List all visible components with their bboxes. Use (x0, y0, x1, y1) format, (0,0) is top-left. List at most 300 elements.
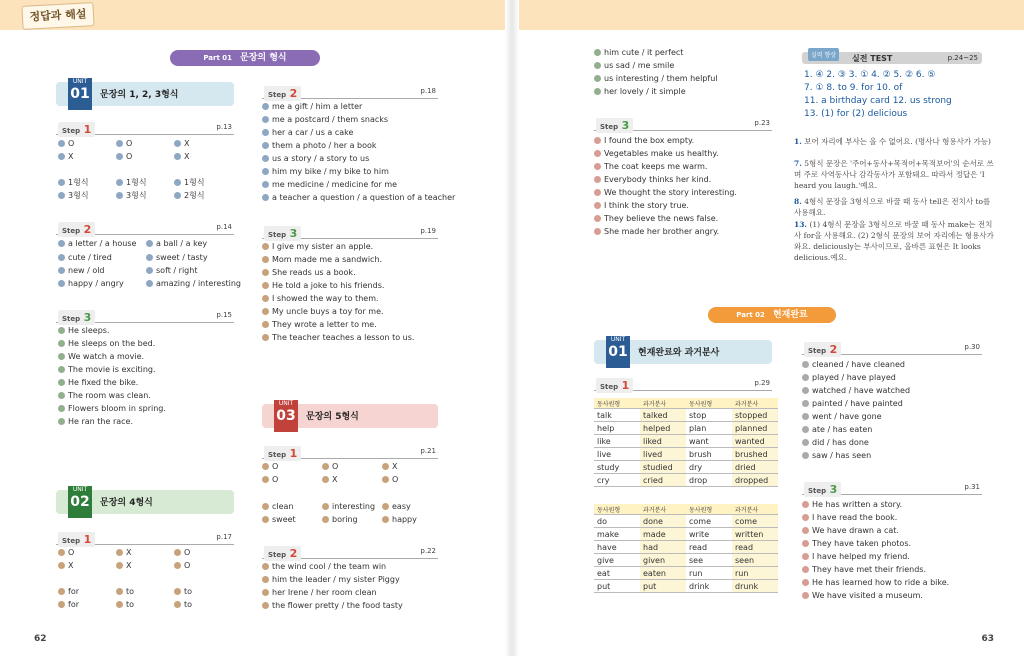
bullet-icon (262, 129, 269, 136)
answer-text: X (126, 548, 132, 557)
bullet-icon (262, 282, 269, 289)
test-answer-line: 7. ① 8. to 9. for 10. of (804, 83, 903, 93)
answer-item (116, 587, 134, 597)
bullet-icon (802, 514, 809, 521)
explanation-number: 8. (794, 197, 802, 206)
table-cell: have (594, 541, 640, 554)
answer-text: us sad / me smile (604, 61, 675, 70)
bullet-icon (594, 75, 601, 82)
answer-item (262, 180, 397, 190)
step-3-header (56, 310, 234, 323)
answer-item (262, 562, 386, 572)
answer-text: him cute / it perfect (604, 48, 684, 57)
answer-item (262, 462, 278, 472)
step-label: Step 1 (596, 378, 633, 393)
bullet-icon (802, 527, 809, 534)
table-cell: written (732, 528, 778, 541)
bullet-icon (322, 503, 329, 510)
answer-text: them a photo / her a book (272, 141, 377, 150)
answer-text: We have visited a museum. (812, 591, 923, 600)
unit-number: 03 (276, 408, 296, 424)
answer-text: We thought the story interesting. (604, 188, 737, 197)
bullet-icon (594, 202, 601, 209)
table-cell: eaten (640, 567, 686, 580)
answer-text: amazing / interesting (156, 279, 242, 288)
answer-text: X (392, 462, 398, 471)
table-cell: drink (686, 580, 732, 593)
explanation-text: 4형식 문장을 3형식으로 바꿀 때 동사 tell은 전치사 to를 사용해요. (794, 197, 991, 217)
table-row (594, 554, 778, 567)
answer-item (594, 149, 719, 159)
bullet-icon (322, 476, 329, 483)
answer-text: O (68, 139, 75, 148)
answer-text: My uncle buys a toy for me. (272, 307, 384, 316)
answer-text: He sleeps. (68, 326, 110, 335)
step-label: Step 3 (58, 310, 95, 325)
answer-text: He fixed the bike. (68, 378, 139, 387)
bullet-icon (262, 243, 269, 250)
table-cell: stopped (732, 409, 778, 422)
bullet-icon (58, 549, 65, 556)
answer-item (58, 266, 105, 276)
test-answer-line: 1. ④ 2. ③ 3. ① 4. ② 5. ② 6. ⑤ (804, 70, 936, 80)
step-page: p.18 (420, 87, 436, 95)
table-cell: stop (686, 409, 732, 422)
bullet-icon (594, 62, 601, 69)
bullet-icon (262, 308, 269, 315)
answer-text: They believe the news false. (604, 214, 719, 223)
answer-text: X (68, 561, 74, 570)
answer-item (58, 191, 89, 201)
bullet-icon (594, 88, 601, 95)
table-row (594, 422, 778, 435)
step-3-header (594, 118, 772, 131)
bullet-icon (594, 49, 601, 56)
bullet-icon (594, 189, 601, 196)
bullet-icon (116, 179, 123, 186)
table-cell: studied (640, 461, 686, 474)
table-cell: run (732, 567, 778, 580)
column-header: 과거분사 (732, 398, 778, 409)
bullet-icon (262, 602, 269, 609)
answer-text: saw / has seen (812, 451, 872, 460)
table-row (594, 409, 778, 422)
bullet-icon (262, 168, 269, 175)
answer-text: 2형식 (184, 191, 205, 200)
table-cell: given (640, 554, 686, 567)
unit-01-badge (606, 336, 630, 368)
bullet-icon (58, 254, 65, 261)
table-cell: dropped (732, 474, 778, 487)
answer-item (146, 253, 208, 263)
answer-text: O (184, 561, 191, 570)
bullet-icon (116, 588, 123, 595)
answer-item (116, 139, 132, 149)
answer-item (262, 115, 388, 125)
answer-item (116, 152, 132, 162)
bullet-icon (594, 215, 601, 222)
answer-text: sweet (272, 515, 296, 524)
table-cell: seen (732, 554, 778, 567)
answer-text: I think the story true. (604, 201, 689, 210)
test-answer-line: 13. (1) for (2) delicious (804, 109, 908, 119)
unit-label: UNIT (72, 78, 88, 85)
table-cell: talked (640, 409, 686, 422)
bullet-icon (58, 179, 65, 186)
unit-03-title: 문장의 5형식 (306, 412, 359, 422)
step-label: Step 2 (264, 86, 301, 101)
table-cell: study (594, 461, 640, 474)
answer-text: I give my sister an apple. (272, 242, 374, 251)
bullet-icon (262, 334, 269, 341)
step-2-header (56, 222, 234, 235)
answer-item (262, 307, 384, 317)
answer-item (58, 548, 74, 558)
answer-item (58, 378, 138, 388)
column-header: 동사원형 (686, 398, 732, 409)
step-page: p.29 (754, 379, 770, 387)
bullet-icon (58, 601, 65, 608)
answer-text: painted / have painted (812, 399, 903, 408)
answer-item (594, 61, 674, 71)
top-band (512, 0, 1024, 30)
table-cell: read (732, 541, 778, 554)
answer-item (802, 399, 903, 409)
answer-item (262, 128, 353, 138)
bullet-icon (116, 153, 123, 160)
table-cell: eat (594, 567, 640, 580)
answer-item (262, 502, 294, 512)
bullet-icon (116, 601, 123, 608)
answer-item (116, 600, 134, 610)
answer-item (262, 242, 373, 252)
step-label: Step 1 (58, 532, 95, 547)
answer-item (382, 475, 398, 485)
answer-item (146, 279, 241, 289)
answer-item (802, 360, 905, 370)
answer-text: me a postcard / them snacks (272, 115, 389, 124)
bullet-icon (146, 240, 153, 247)
answer-text: to (126, 600, 135, 609)
bullet-icon (58, 392, 65, 399)
step-label: Step 2 (264, 546, 301, 561)
step-label: Step 1 (264, 446, 301, 461)
bullet-icon (802, 501, 809, 508)
bullet-icon (58, 562, 65, 569)
bullet-icon (262, 503, 269, 510)
answer-item (58, 253, 112, 263)
answer-item (262, 320, 377, 330)
answer-item (594, 162, 707, 172)
bullet-icon (262, 563, 269, 570)
step-page: p.21 (420, 447, 436, 455)
answer-item (262, 475, 278, 485)
answer-text: boring (332, 515, 358, 524)
answer-text: a teacher a question / a question of a teacher (272, 193, 456, 202)
right-page (512, 0, 1024, 656)
answer-item (262, 102, 362, 112)
answer-text: I found the box empty. (604, 136, 695, 145)
answer-item (58, 178, 89, 188)
table-cell: come (732, 515, 778, 528)
bullet-icon (174, 549, 181, 556)
answer-text: We watch a movie. (68, 352, 145, 361)
answer-item (802, 539, 911, 549)
answer-item (262, 588, 377, 598)
answer-text: Flowers bloom in spring. (68, 404, 166, 413)
bullet-icon (174, 601, 181, 608)
step-page: p.13 (216, 123, 232, 131)
table-row (594, 567, 778, 580)
column-header: 동사원형 (686, 504, 732, 515)
answer-text: clean (272, 502, 294, 511)
unit-01-title: 문장의 1, 2, 3형식 (100, 90, 179, 100)
table-row (594, 515, 778, 528)
answer-text: him my bike / my bike to him (272, 167, 389, 176)
step-label: Step 3 (596, 118, 633, 133)
table-cell: like (594, 435, 640, 448)
bullet-icon (802, 361, 809, 368)
step-3b-header (262, 226, 438, 239)
answer-item (146, 239, 207, 249)
step-page: p.23 (754, 119, 770, 127)
unit-03-step-1-header (262, 446, 438, 459)
answer-text: a ball / a key (156, 239, 208, 248)
bullet-icon (58, 588, 65, 595)
bullet-icon (262, 194, 269, 201)
step-1-header (56, 122, 234, 135)
part-label: Part 02 (736, 311, 765, 319)
answer-text: O (184, 548, 191, 557)
bullet-icon (58, 353, 65, 360)
bullet-icon (802, 452, 809, 459)
unit-02-step-1-header (56, 532, 234, 545)
step-label: Step 3 (264, 226, 301, 241)
answer-item (322, 475, 337, 485)
bullet-icon (58, 240, 65, 247)
answer-text: to (126, 587, 135, 596)
answer-item (382, 502, 411, 512)
bullet-icon (58, 405, 65, 412)
test-page: p.24~25 (947, 54, 978, 62)
table-cell: come (686, 515, 732, 528)
answer-text: Everybody thinks her kind. (604, 175, 712, 184)
unit-02-badge (68, 486, 92, 518)
answer-text: X (126, 561, 132, 570)
table-cell: talk (594, 409, 640, 422)
answer-text: easy (392, 502, 411, 511)
answer-item (262, 281, 384, 291)
bullet-icon (174, 588, 181, 595)
answer-item (174, 178, 205, 188)
answer-item (58, 600, 79, 610)
answer-text: He has learned how to ride a bike. (812, 578, 950, 587)
answer-item (174, 561, 190, 571)
unit-01-header (56, 78, 234, 106)
answer-item (594, 74, 718, 84)
book-spine (505, 0, 519, 656)
column-header: 과거분사 (732, 504, 778, 515)
answer-text: O (392, 475, 399, 484)
answer-item (802, 425, 872, 435)
answer-text: O (126, 152, 133, 161)
bullet-icon (262, 476, 269, 483)
answer-item (594, 87, 686, 97)
table-cell: give (594, 554, 640, 567)
answer-item (382, 515, 417, 525)
answer-item (262, 601, 403, 611)
bullet-icon (262, 321, 269, 328)
answer-text: to (184, 600, 193, 609)
table-cell: live (594, 448, 640, 461)
bullet-icon (116, 192, 123, 199)
explanation-number: 13. (794, 220, 808, 229)
answer-item (262, 141, 377, 151)
bullet-icon (116, 562, 123, 569)
bullet-icon (116, 140, 123, 147)
bullet-icon (382, 516, 389, 523)
column-header: 과거분사 (640, 398, 686, 409)
answer-item (802, 513, 897, 523)
unit-02-title: 문장의 4형식 (100, 498, 153, 508)
unit-label: UNIT (72, 486, 88, 493)
answer-item (802, 565, 926, 575)
bullet-icon (382, 476, 389, 483)
answer-item (174, 587, 192, 597)
answer-item (382, 462, 397, 472)
answer-item (594, 201, 689, 211)
step-page: p.17 (216, 533, 232, 541)
bullet-icon (802, 426, 809, 433)
table-cell: cried (640, 474, 686, 487)
bullet-icon (174, 140, 181, 147)
bullet-icon (802, 413, 809, 420)
table-cell: wanted (732, 435, 778, 448)
unit-number: 02 (70, 494, 90, 510)
answer-text: O (126, 139, 133, 148)
bullet-icon (322, 516, 329, 523)
answer-text: She made her brother angry. (604, 227, 720, 236)
answer-item (262, 154, 369, 164)
explanation-number: 1. (794, 137, 802, 146)
answer-item (116, 178, 147, 188)
answer-text: played / have played (812, 373, 896, 382)
explanation-item (794, 136, 994, 147)
table-cell: had (640, 541, 686, 554)
table-cell: brushed (732, 448, 778, 461)
answer-item (174, 139, 189, 149)
answer-text: Mom made me a sandwich. (272, 255, 383, 264)
table-cell: run (686, 567, 732, 580)
answer-text: ate / has eaten (812, 425, 873, 434)
table-row (594, 528, 778, 541)
answer-text: new / old (68, 266, 105, 275)
answer-item (594, 227, 719, 237)
table-row (594, 541, 778, 554)
bullet-icon (262, 295, 269, 302)
answer-text: The movie is exciting. (68, 365, 156, 374)
explanation-text: (1) 4형식 문장을 3형식으로 바꿀 때 동사 make는 전치사 for을 사용해요. (2) 2형식 문장의 보어 자리에는 형용사가 와요. deliciously는 부사이므로, 올바른 표현은 It looks delicious.예요. (794, 220, 994, 262)
section-tab: 정답과 해설 (21, 2, 94, 30)
table-row (594, 461, 778, 474)
table-cell: drop (686, 474, 732, 487)
bullet-icon (262, 116, 269, 123)
part-title: 현재완료 (772, 310, 808, 320)
step-2b-header (262, 86, 438, 99)
step-page: p.30 (964, 343, 980, 351)
bullet-icon (262, 463, 269, 470)
unit-02-header (56, 486, 234, 514)
bullet-icon (262, 269, 269, 276)
answer-text: went / have gone (812, 412, 882, 421)
answer-text: O (332, 462, 339, 471)
test-header (802, 52, 982, 64)
answer-item (802, 412, 882, 422)
step-3b-header (802, 482, 982, 495)
answer-text: us interesting / them helpful (604, 74, 718, 83)
bullet-icon (802, 387, 809, 394)
unit-label: UNIT (278, 400, 294, 407)
answer-item (174, 191, 205, 201)
answer-text: They wrote a letter to me. (272, 320, 377, 329)
answer-item (262, 167, 389, 177)
answer-text: Vegetables make us healthy. (604, 149, 719, 158)
bullet-icon (322, 463, 329, 470)
bullet-icon (802, 400, 809, 407)
bullet-icon (594, 176, 601, 183)
answer-text: soft / right (156, 266, 198, 275)
answer-item (174, 152, 189, 162)
part-banner (170, 50, 320, 66)
table-cell: planned (732, 422, 778, 435)
answer-text: O (272, 475, 279, 484)
bullet-icon (58, 418, 65, 425)
bullet-icon (174, 153, 181, 160)
bullet-icon (58, 267, 65, 274)
test-tag: 실력 향상 (808, 48, 839, 61)
answer-item (262, 294, 379, 304)
answer-item (58, 417, 133, 427)
answer-item (322, 515, 358, 525)
answer-item (802, 500, 902, 510)
explanation-item (794, 196, 994, 218)
table-cell: write (686, 528, 732, 541)
step-page: p.14 (216, 223, 232, 231)
answer-item (262, 193, 455, 203)
bullet-icon (146, 267, 153, 274)
step-label: Step 1 (58, 122, 95, 137)
answer-item (58, 326, 110, 336)
table-cell: drunk (732, 580, 778, 593)
page-number: 62 (34, 634, 47, 644)
unit-01-step-1-header (594, 378, 772, 391)
answer-text: him the leader / my sister Piggy (272, 575, 400, 584)
explanation-item (794, 158, 994, 191)
verb-table-1 (594, 398, 778, 487)
answer-text: X (184, 139, 190, 148)
step-page: p.31 (964, 483, 980, 491)
answer-text: me a gift / him a letter (272, 102, 363, 111)
answer-text: He told a joke to his friends. (272, 281, 385, 290)
bullet-icon (594, 228, 601, 235)
answer-text: happy (392, 515, 417, 524)
verb-table-2 (594, 504, 778, 593)
unit-03-step-2-header (262, 546, 438, 559)
explanation-item (794, 219, 994, 263)
answer-text: X (184, 152, 190, 161)
answer-text: He sleeps on the bed. (68, 339, 156, 348)
answer-text: 1형식 (184, 178, 205, 187)
